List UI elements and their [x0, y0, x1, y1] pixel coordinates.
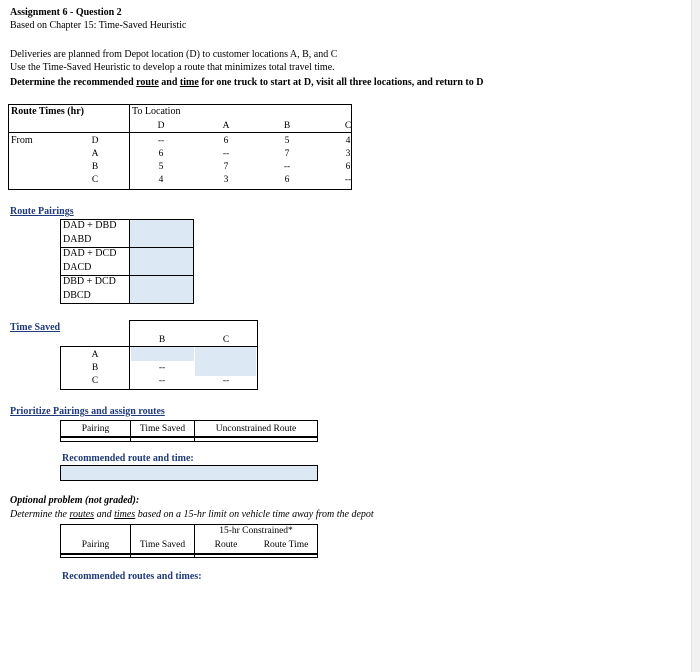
- route-cell-d-c: 4: [345, 135, 351, 146]
- pairing-item: DBD + DCD: [63, 276, 116, 287]
- route-cell-a-b: 7: [284, 148, 290, 159]
- time-saved-col-c: C: [222, 335, 230, 345]
- time-saved-title: Time Saved: [10, 322, 61, 333]
- route-cell-c-c: --: [344, 174, 352, 185]
- prioritize-col-time-saved: Time Saved: [139, 424, 186, 434]
- time-saved-cell-a-b[interactable]: [131, 347, 194, 361]
- route-cell-d-d: --: [157, 135, 165, 146]
- route-pairings-title: Route Pairings: [10, 206, 74, 217]
- row-header-b: B: [91, 161, 99, 172]
- time-saved-cell-a-c[interactable]: [195, 347, 256, 361]
- route-cell-a-a: --: [222, 148, 230, 159]
- route-times-corner: Route Times (hr): [11, 106, 84, 117]
- time-saved-row-b: B: [91, 363, 99, 373]
- intro-line-3: Determine the recommended route and time for one truck to start at D, visit all three locations, and return to D: [10, 77, 484, 88]
- route-cell-c-b: 6: [284, 174, 290, 185]
- intro-line-2: Use the Time-Saved Heuristic to develop a route that minimizes total travel time.: [10, 62, 335, 73]
- to-location-label: To Location: [132, 106, 181, 117]
- col-header-b: B: [283, 120, 291, 131]
- route-cell-b-b: --: [283, 161, 291, 172]
- time-saved-cell-b-c[interactable]: [195, 361, 256, 376]
- time-saved-row-c: C: [91, 376, 99, 386]
- time-saved-cell-c-c: --: [222, 376, 230, 386]
- constrained-col-route: Route: [214, 540, 238, 550]
- route-cell-a-c: 3: [345, 148, 351, 159]
- col-header-d: D: [157, 120, 165, 131]
- row-header-d: D: [91, 135, 99, 146]
- vertical-scrollbar[interactable]: [691, 0, 700, 672]
- pairing-item: DAD + DCD: [63, 248, 117, 259]
- route-cell-d-b: 5: [284, 135, 290, 146]
- time-saved-cell-b-b: --: [158, 363, 166, 373]
- recommended-route-input[interactable]: [60, 465, 318, 481]
- pairing-item: DBCD: [63, 290, 91, 301]
- time-saved-cell-c-b: --: [158, 376, 166, 386]
- route-cell-d-a: 6: [223, 135, 229, 146]
- optional-title: Optional problem (not graded):: [10, 495, 140, 506]
- route-cell-c-d: 4: [158, 174, 164, 185]
- pairing-item: DABD: [63, 234, 92, 245]
- route-cell-a-d: 6: [158, 148, 164, 159]
- prioritize-col-pairing: Pairing: [81, 424, 110, 434]
- pairing-item: DAD + DBD: [63, 220, 117, 231]
- route-cell-b-c: 6: [345, 161, 351, 172]
- route-cell-c-a: 3: [223, 174, 229, 185]
- time-saved-row-a: A: [91, 350, 99, 360]
- time-saved-col-b: B: [158, 335, 166, 345]
- col-header-c: C: [344, 120, 352, 131]
- prioritize-col-unconstrained: Unconstrained Route: [215, 424, 297, 434]
- optional-description: Determine the routes and times based on a 15-hr limit on vehicle time away from the depot: [10, 509, 374, 520]
- page-subtitle: Based on Chapter 15: Time-Saved Heuristic: [10, 20, 187, 31]
- constrained-col-time-saved: Time Saved: [139, 540, 186, 550]
- from-label: From: [11, 135, 33, 146]
- pairing-item: DACD: [63, 262, 92, 273]
- row-header-a: A: [91, 148, 99, 159]
- route-cell-b-d: 5: [158, 161, 164, 172]
- col-header-a: A: [222, 120, 230, 131]
- row-header-c: C: [91, 174, 99, 185]
- constrained-col-route-time: Route Time: [263, 540, 309, 550]
- route-cell-b-a: 7: [223, 161, 229, 172]
- prioritize-title: Prioritize Pairings and assign routes: [10, 406, 165, 417]
- recommended-route-label: Recommended route and time:: [62, 453, 194, 464]
- recommended-routes-label: Recommended routes and times:: [62, 571, 202, 582]
- page-title: Assignment 6 - Question 2: [10, 7, 122, 18]
- intro-line-1: Deliveries are planned from Depot location (D) to customer locations A, B, and C: [10, 49, 338, 60]
- constrained-header: 15-hr Constrained*: [219, 526, 293, 536]
- constrained-col-pairing: Pairing: [81, 540, 110, 550]
